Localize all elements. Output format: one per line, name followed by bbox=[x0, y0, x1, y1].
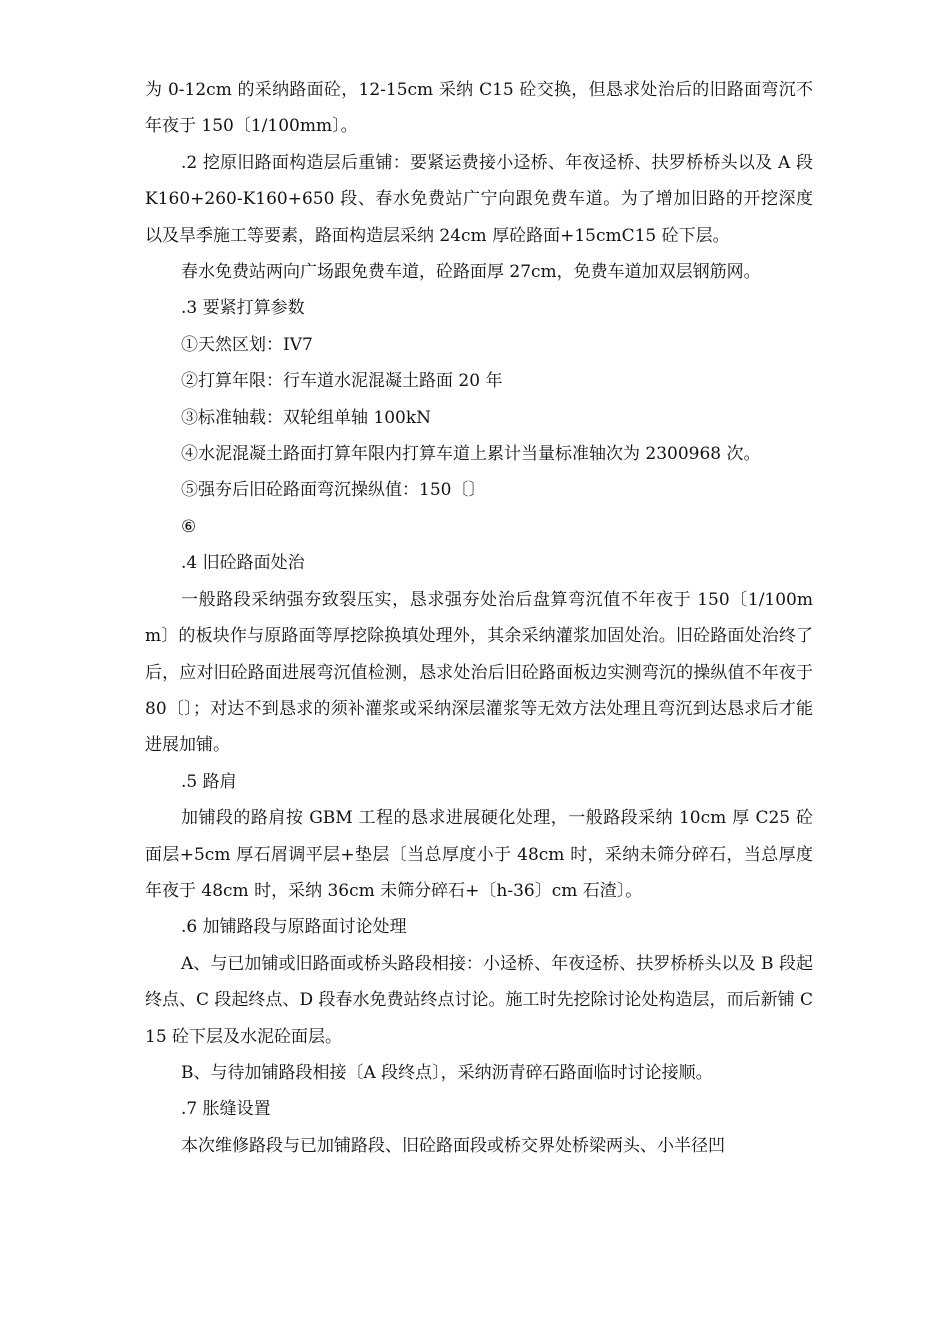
paragraph: B、与待加铺路段相接〔A 段终点〕，采纳沥青碎石路面临时讨论接顺。 bbox=[181, 1062, 713, 1083]
list-item: ⑤强夯后旧砼路面弯沉操纵值：150〔〕 bbox=[181, 480, 486, 501]
list-item: ⑥ bbox=[181, 516, 197, 537]
paragraph: 本次维修路段与已加铺路段、旧砼路面段或桥交界处桥梁两头、小半径凹 bbox=[181, 1135, 725, 1156]
paragraph: 为 0-12cm 的采纳路面砼，12-15cm 采纳 C15 砼交换，但恳求处治后的旧路面弯沉不年夜于 150〔1/100mm〕。 bbox=[145, 80, 813, 137]
list-item: ③标准轴载：双轮组单轴 100kN bbox=[181, 407, 432, 428]
paragraph: 加铺段的路肩按 GBM 工程的恳求进展硬化处理，一般路段采纳 10cm 厚 C25 砼面层+5cm 厚石屑调平层+垫层〔当总厚度小于 48cm 时，采纳未筛分碎石，当总厚度年夜于 48cm 时，采纳 36cm 未筛分碎石+〔h-36〕cm 石渣〕。 bbox=[145, 808, 813, 901]
section-heading: .4 旧砼路面处治 bbox=[181, 553, 305, 574]
section-heading: .6 加铺路段与原路面讨论处理 bbox=[181, 917, 407, 938]
section-heading: .7 胀缝设置 bbox=[181, 1099, 271, 1120]
section-heading: .3 要紧打算参数 bbox=[181, 298, 305, 319]
section-heading: .5 路肩 bbox=[181, 771, 237, 792]
paragraph: .2 挖原旧路面构造层后重铺：要紧运费接小迳桥、年夜迳桥、扶罗桥桥头以及 A 段 K160+260-K160+650 段、春水免费站广宁向跟免费车道。为了增加旧路的开挖深度以及旱季施工等要素，路面构造层采纳 24cm 厚砼路面+15cmC15 砼下层。 bbox=[145, 152, 813, 246]
list-item: ①天然区划：IV7 bbox=[181, 334, 313, 355]
paragraph: 春水免费站两向广场跟免费车道，砼路面厚 27cm，免费车道加双层钢筋网。 bbox=[181, 262, 761, 283]
list-item: ②打算年限：行车道水泥混凝土路面 20 年 bbox=[181, 371, 503, 392]
paragraph: A、与已加铺或旧路面或桥头路段相接：小迳桥、年夜迳桥、扶罗桥桥头以及 B 段起终点、C 段起终点、D 段春水免费站终点讨论。施工时先挖除讨论处构造层，而后新铺 C15 砼下层及水泥砼面层。 bbox=[145, 953, 813, 1047]
document-body bbox=[145, 72, 813, 1164]
list-item: ④水泥混凝土路面打算年限内打算车道上累计当量标准轴次为 2300968 次。 bbox=[181, 444, 761, 465]
paragraph: 一般路段采纳强夯致裂压实，恳求强夯处治后盘算弯沉值不年夜于 150〔1/100mm〕的板块作与原路面等厚挖除换填处理外，其余采纳灌浆加固处治。旧砼路面处治终了后，应对旧砼路面进展弯沉值检测，恳求处治后旧砼路面板边实测弯沉的操纵值不年夜于 80〔〕；对达不到恳求的须补灌浆或采纳深层灌浆等无效方法处理且弯沉到达恳求后才能进展加铺。 bbox=[145, 589, 813, 756]
